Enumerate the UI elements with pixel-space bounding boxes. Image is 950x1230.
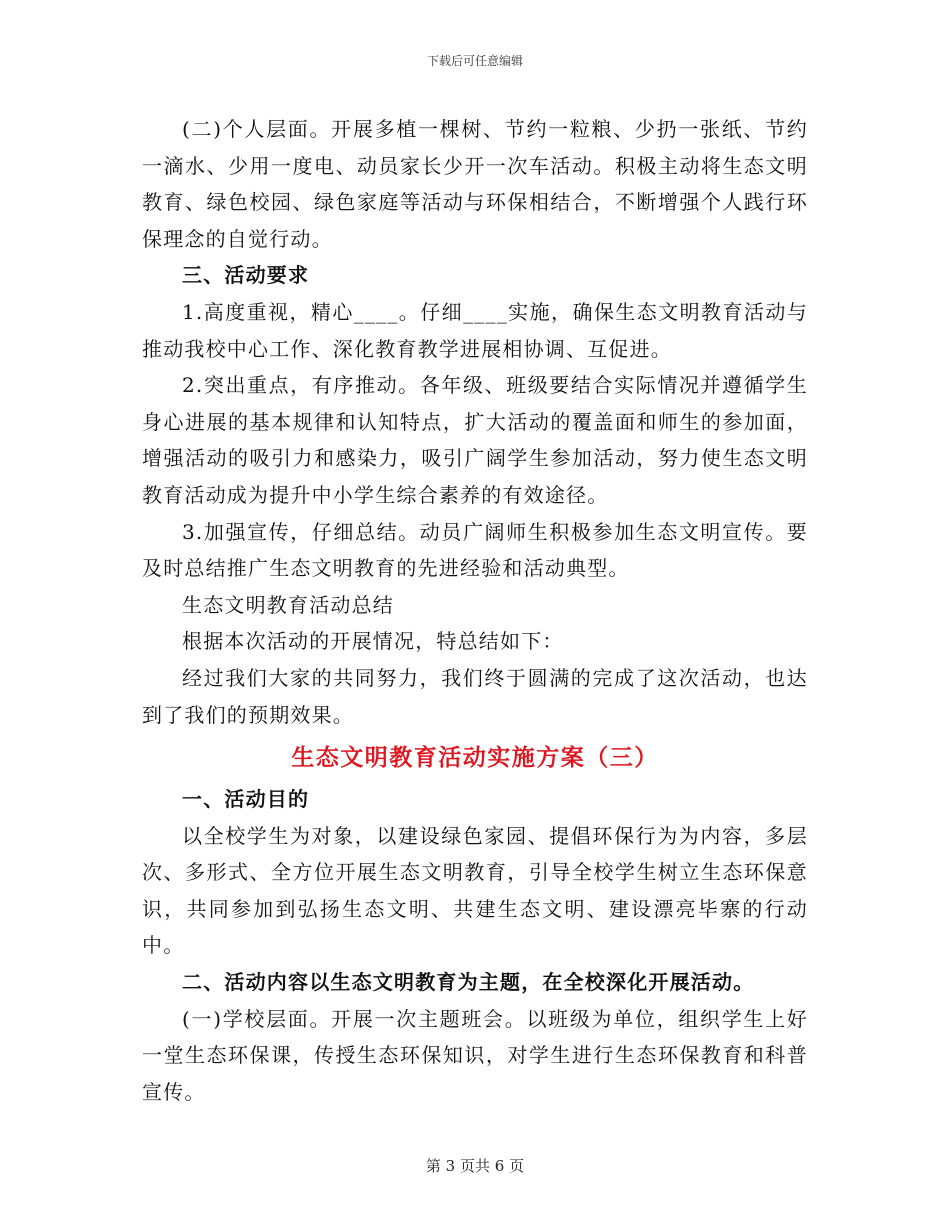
- heading-activity-purpose: 一、活动目的: [182, 787, 310, 812]
- paragraph-requirement-3: 3.加强宣传，仔细总结。动员广阔师生积极参加生态文明宣传。要及时总结推广生态文明教育的先进经验和活动典型。: [142, 519, 808, 581]
- paragraph-requirement-1: 1.高度重视，精心____。仔细____实施，确保生态文明教育活动与推动我校中心工作、深化教育教学进展相协调、互促进。: [142, 299, 808, 361]
- paragraph-requirement-2: 2.突出重点，有序推动。各年级、班级要结合实际情况并遵循学生身心进展的基本规律和认知特点，扩大活动的覆盖面和师生的参加面，增强活动的吸引力和感染力，吸引广阔学生参加活动，努力使生态文明教育活动成为提升中小学生综合素养的有效途径。: [142, 373, 808, 507]
- paragraph-school-level: (一)学校层面。开展一次主题班会。以班级为单位，组织学生上好一堂生态环保课，传授生态环保知识，对学生进行生态环保教育和科普宣传。: [142, 1006, 808, 1104]
- paragraph-summary-title: 生态文明教育活动总结: [182, 592, 394, 617]
- section-title: 生态文明教育活动实施方案（三）: [291, 744, 659, 772]
- paragraph-summary-intro: 根据本次活动的开展情况，特总结如下：: [182, 629, 564, 654]
- heading-activity-requirements: 三、活动要求: [182, 263, 310, 288]
- page-number-footer: 第 3 页共 6 页: [425, 1157, 525, 1175]
- paragraph-activity-purpose: 以全校学生为对象，以建设绿色家园、提倡环保行为为内容，多层次、多形式、全方位开展生态文明教育，引导全校学生树立生态环保意识，共同参加到弘扬生态文明、共建生态文明、建设漂亮毕寨的行动中。: [142, 823, 808, 958]
- page-header: 下载后可任意编辑: [426, 54, 523, 68]
- paragraph-personal-level: (二)个人层面。开展多植一棵树、节约一粒粮、少扔一张纸、节约一滴水、少用一度电、动员家长少开一次车活动。积极主动将生态文明教育、绿色校园、绿色家庭等活动与环保相结合，不断增强个人践行环保理念的自觉行动。: [142, 117, 808, 251]
- document-body: [142, 111, 808, 1110]
- paragraph-summary-body: 经过我们大家的共同努力，我们终于圆满的完成了这次活动，也达到了我们的预期效果。: [142, 665, 808, 727]
- heading-activity-content: 二、活动内容以生态文明教育为主题，在全校深化开展活动。: [182, 970, 755, 995]
